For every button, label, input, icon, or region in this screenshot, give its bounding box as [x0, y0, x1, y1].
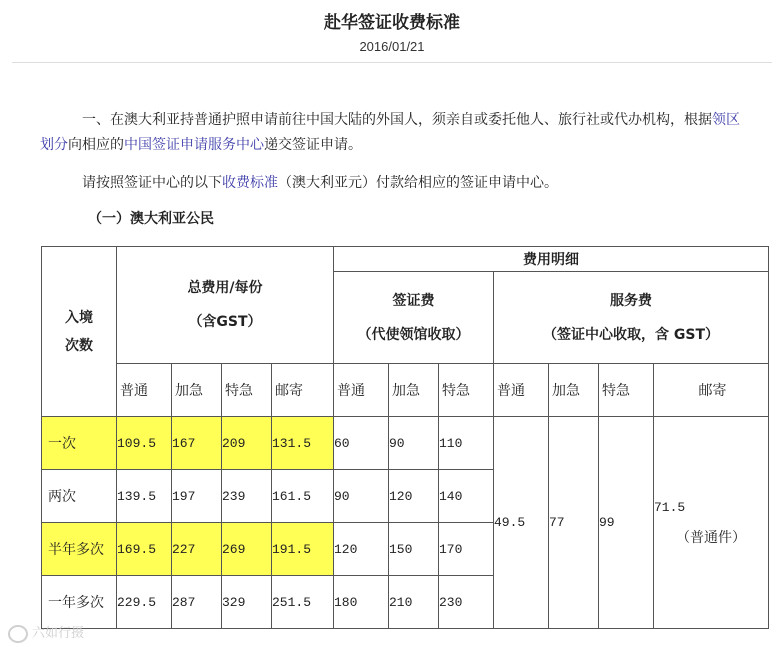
visa-center-link[interactable]: 中国签证申请服务中心 — [124, 137, 264, 153]
table-cell: 90 — [389, 417, 439, 470]
sub-header: 邮寄 — [272, 364, 334, 417]
intro-text-2: 向相应的 — [68, 137, 124, 153]
table-cell: 140 — [439, 470, 494, 523]
table-cell: 251.5 — [272, 576, 334, 629]
table-cell: 209 — [222, 417, 272, 470]
table-cell: 109.5 — [117, 417, 172, 470]
row-label: 两次 — [42, 470, 117, 523]
table-cell: 180 — [334, 576, 389, 629]
table-cell: 230 — [439, 576, 494, 629]
sub-header: 普通 — [494, 364, 549, 417]
fee-instruction — [82, 172, 558, 194]
watermark-icon — [8, 625, 28, 643]
watermark — [8, 622, 84, 643]
table-cell: 167 — [172, 417, 222, 470]
service-urgent-cell: 99 — [599, 417, 654, 629]
visa-fee-header: 签证费 （代使领馆收取） — [334, 272, 494, 364]
service-mail-cell — [654, 417, 769, 629]
table-cell: 110 — [439, 417, 494, 470]
table-cell: 161.5 — [272, 470, 334, 523]
table-cell: 170 — [439, 523, 494, 576]
table-cell: 139.5 — [117, 470, 172, 523]
table-row — [42, 417, 769, 470]
table-cell: 150 — [389, 523, 439, 576]
entry-count-header: 入境 次数 — [42, 247, 117, 417]
fee-table — [41, 246, 769, 629]
sub-header: 邮寄 — [654, 364, 769, 417]
sub-header: 特急 — [439, 364, 494, 417]
service-express-cell: 77 — [549, 417, 599, 629]
table-cell: 287 — [172, 576, 222, 629]
table-cell: 60 — [334, 417, 389, 470]
intro-paragraph — [40, 108, 745, 158]
sub-header: 加急 — [549, 364, 599, 417]
sub-header: 特急 — [599, 364, 654, 417]
service-normal-cell: 49.5 — [494, 417, 549, 629]
sub-header: 普通 — [117, 364, 172, 417]
table-cell: 239 — [222, 470, 272, 523]
sub-header: 普通 — [334, 364, 389, 417]
service-fee-header: 服务费 （签证中心收取，含 GST） — [494, 272, 769, 364]
table-cell: 191.5 — [272, 523, 334, 576]
table-cell: 90 — [334, 470, 389, 523]
table-cell: 197 — [172, 470, 222, 523]
consular-district-link[interactable]: 领区划分 — [40, 112, 740, 153]
watermark-text: 六如行摄 — [32, 626, 85, 641]
fee-text-2: （澳大利亚元）付款给相应的签证申请中心。 — [278, 175, 558, 191]
table-cell: 229.5 — [117, 576, 172, 629]
table-cell: 120 — [334, 523, 389, 576]
total-fee-header: 总费用/每份 （含GST） — [117, 247, 334, 364]
table-cell: 210 — [389, 576, 439, 629]
publish-date: 2016/01/21 — [359, 39, 425, 54]
section-heading: （一）澳大利亚公民 — [88, 211, 214, 227]
mail-amount: 71.5 — [654, 499, 686, 515]
table-cell: 227 — [172, 523, 222, 576]
sub-header: 加急 — [389, 364, 439, 417]
row-label: 半年多次 — [42, 523, 117, 576]
row-label: 一年多次 — [42, 576, 117, 629]
intro-text-1: 一、在澳大利亚持普通护照申请前往中国大陆的外国人，须亲自或委托他人、旅行社或代办机构，根据 — [82, 112, 712, 128]
table-cell: 169.5 — [117, 523, 172, 576]
row-label: 一次 — [42, 417, 117, 470]
divider — [12, 62, 772, 63]
fee-text-1: 请按照签证中心的以下 — [82, 175, 222, 191]
table-cell: 269 — [222, 523, 272, 576]
sub-header: 加急 — [172, 364, 222, 417]
table-cell: 131.5 — [272, 417, 334, 470]
table-cell: 329 — [222, 576, 272, 629]
fee-standard-link[interactable]: 收费标准 — [222, 175, 278, 191]
mail-note: （普通件） — [676, 529, 746, 546]
fee-detail-header: 费用明细 — [334, 247, 769, 272]
intro-text-3: 递交签证申请。 — [264, 137, 362, 153]
page-title: 赴华签证收费标准 — [324, 13, 460, 33]
table-cell: 120 — [389, 470, 439, 523]
sub-header: 特急 — [222, 364, 272, 417]
